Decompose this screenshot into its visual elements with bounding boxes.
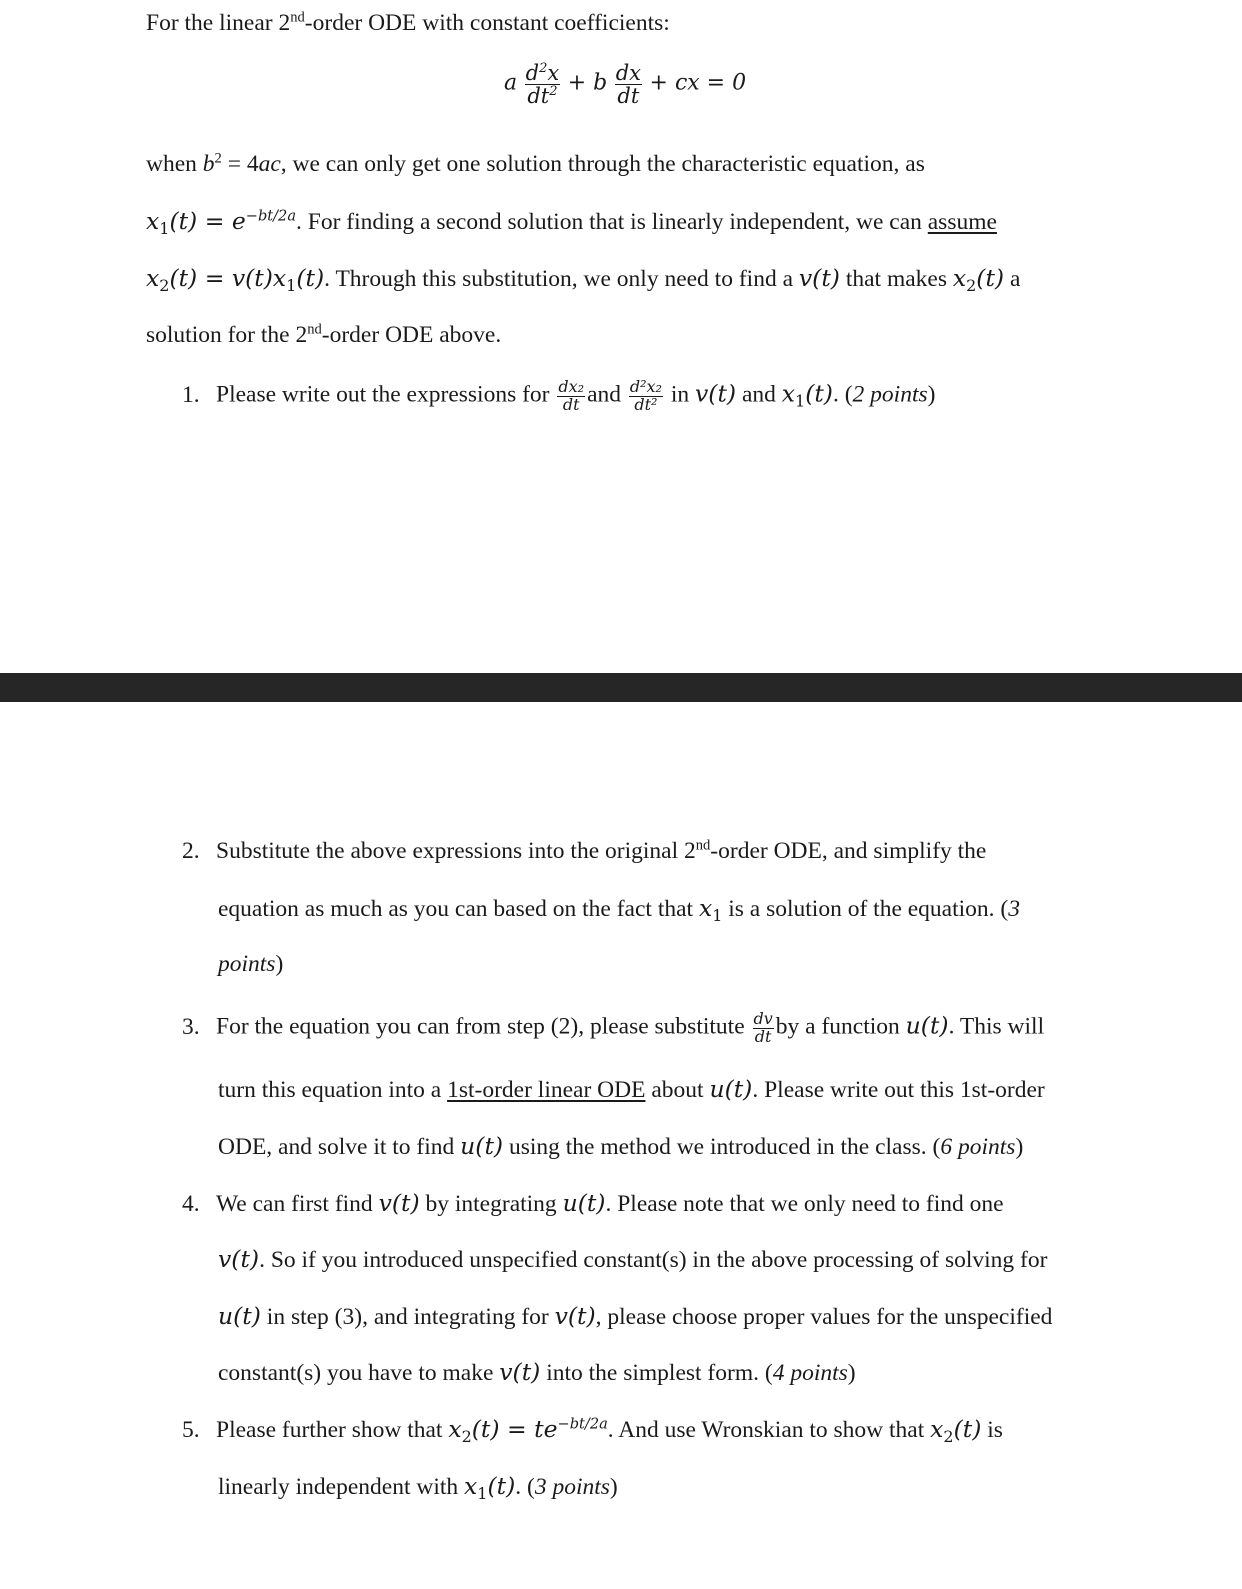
frac-num: dv [753,1009,773,1028]
intro-sup: nd [290,9,305,26]
math-sub: 1 [795,391,806,411]
math-ac: ac [258,151,281,177]
text: Please write out the expressions for [216,381,550,408]
question-4-line-3 [218,1302,1052,1331]
math-sub: 2 [966,275,977,295]
intro-text: For the linear 2 [146,10,291,36]
text: ) [847,1360,856,1386]
text: is [981,1417,1003,1443]
text: and [736,381,782,408]
math-x: x [146,264,160,292]
text: , please choose proper values for the unspecified [595,1304,1053,1330]
sup: nd [307,321,322,338]
math: (t) [296,264,325,292]
text: = 4 [221,151,259,177]
para-line-2 [146,207,997,238]
math: (t) [487,1472,516,1500]
assume-underlined: assume [927,209,997,235]
question-4-line-2 [218,1245,1047,1274]
math-u: u(t) [218,1302,261,1330]
math: (t) = te [471,1415,558,1443]
text: using the method we introduced in the class. ( [503,1134,941,1160]
math-x: x [930,1415,944,1443]
question-2-line-1 [182,837,986,865]
text: into the simplest form. ( [540,1360,773,1386]
math-eq: (t) = e [169,207,246,235]
eq-tail: + cx = 0 [649,70,747,96]
question-number: 2. [182,838,200,864]
math-x: x [464,1472,478,1500]
frac-den: dt [754,1026,772,1046]
frac-dx2-dt [557,379,585,414]
text: , we can only get one solution through the characteristic equation, as [280,151,925,177]
text: is a solution of the equation. ( [722,896,1009,922]
text: Substitute the above expressions into the original 2 [216,838,696,864]
eq-d: d [525,61,540,85]
math: (t) [976,264,1005,292]
points: 3 [1008,896,1020,922]
math: (t) [953,1415,982,1443]
text: ) [1015,1134,1024,1160]
text: solution for the 2 [146,322,308,348]
question-3-line-3 [218,1132,1023,1161]
question-4-line-1 [182,1189,1004,1218]
frac-dv-dt [753,1011,774,1046]
text: . So if you introduced unspecified constant(s) in the above processing of solving for [259,1247,1048,1273]
math-v: v(t) [218,1245,260,1273]
eq-frac-dx [615,62,642,107]
question-3-line-2 [218,1075,1045,1104]
intro-text-2: -order ODE with constant coefficients: [304,10,670,36]
text: that makes [839,266,953,292]
math-exp: 2 [214,150,222,167]
text: linearly independent with [218,1474,465,1500]
text: . Through this substitution, we only need to find a [324,266,799,292]
eq-dt: dt [527,84,550,109]
math-v: v(t) [378,1189,420,1217]
text: . This will [948,1013,1045,1040]
question-2-line-2 [218,894,1020,925]
math-x: x [146,207,160,235]
text: . ( [832,381,853,408]
text: by integrating [419,1191,563,1217]
frac-den: dt [562,394,580,414]
text: We can first find [216,1191,379,1217]
math-v: v(t) [695,379,737,408]
para-line-4 [146,321,501,349]
math-sub: 1 [286,275,297,295]
math-x: x [448,1415,462,1443]
text: turn this equation into a [218,1077,448,1103]
eq-exp-2: 2 [549,84,558,100]
points: 2 points [852,381,928,408]
question-5-line-1 [182,1415,1003,1446]
text: about [645,1077,710,1103]
text: For the equation you can from step (2), please substitute [216,1013,751,1040]
math-exp: −bt/2a [245,207,296,225]
math-u: u(t) [905,1011,949,1040]
points: points [218,951,276,977]
text: in [664,381,695,408]
text: . ( [515,1474,535,1500]
math-exp: −bt/2a [557,1415,608,1433]
math: (t) [805,379,833,408]
text: ODE, and solve it to find [218,1134,461,1160]
text: . Please note that we only need to find one [605,1191,1004,1217]
eq-frac-d2x [525,62,561,107]
page-separator [0,673,1242,702]
frac-d2x2-dt2 [629,379,663,414]
para-line-1 [146,150,925,178]
math-u: u(t) [709,1075,753,1103]
math-v: v(t) [554,1302,596,1330]
math-x: x [781,379,796,408]
question-number: 5. [182,1417,200,1443]
question-number: 3. [182,1013,200,1040]
text: Please further show that [216,1417,449,1443]
points: 6 points [940,1134,1016,1160]
question-2-line-3 [218,950,283,978]
text: when [146,151,203,177]
math-sub: 1 [712,905,723,925]
sup: nd [695,837,711,854]
eq-plus-b: + b [567,70,608,96]
text: ) [275,951,284,977]
text: ) [927,381,936,408]
math: (t) = v(t)x [169,264,287,292]
eq-coef-a: a [504,70,518,96]
question-3-line-1 [182,1011,1044,1046]
text: equation as much as you can based on the fact that [218,896,699,922]
intro-line [146,9,670,37]
ode-equation [504,62,746,107]
text: constant(s) you have to make [218,1360,500,1386]
math-x: x [952,264,967,292]
math-b: b [202,151,215,177]
frac-num: d²x₂ [629,377,662,396]
question-4-line-4 [218,1358,856,1387]
eq-exp: 2 [539,61,548,77]
math-u: u(t) [562,1189,606,1217]
text: in step (3), and integrating for [260,1304,555,1330]
math-sub: 2 [461,1426,472,1446]
para-line-3 [146,264,1020,295]
text: . For finding a second solution that is linearly independent, we can [296,209,928,235]
eq-dx: dx [615,61,642,85]
underlined-term: 1st-order linear ODE [447,1077,646,1103]
eq-dt-2: dt [617,84,640,109]
text: and [587,381,621,408]
math-x: x [698,894,713,922]
math-sub: 2 [159,275,170,295]
eq-var-x: x [547,61,560,85]
text: a [1004,266,1021,292]
text: by a function [775,1013,906,1040]
text: . And use Wronskian to show that [607,1417,931,1443]
math-sub: 1 [477,1483,488,1503]
text: -order ODE, and simplify the [710,838,987,864]
math-u: u(t) [460,1132,504,1160]
question-5-line-2 [218,1472,618,1503]
question-1 [182,379,935,414]
text: -order ODE above. [321,322,502,348]
points: 4 points [772,1360,848,1386]
math-v: v(t) [798,264,840,292]
text: ) [609,1474,618,1500]
text: . Please write out this 1st-order [752,1077,1045,1103]
math-sub: 2 [943,1426,954,1446]
question-number: 1. [182,381,200,408]
math-v: v(t) [499,1358,541,1386]
math-sub: 1 [159,218,170,238]
question-number: 4. [182,1191,200,1217]
points: 3 points [534,1474,610,1500]
frac-den: dt² [634,394,658,414]
frac-num: dx₂ [558,377,585,396]
